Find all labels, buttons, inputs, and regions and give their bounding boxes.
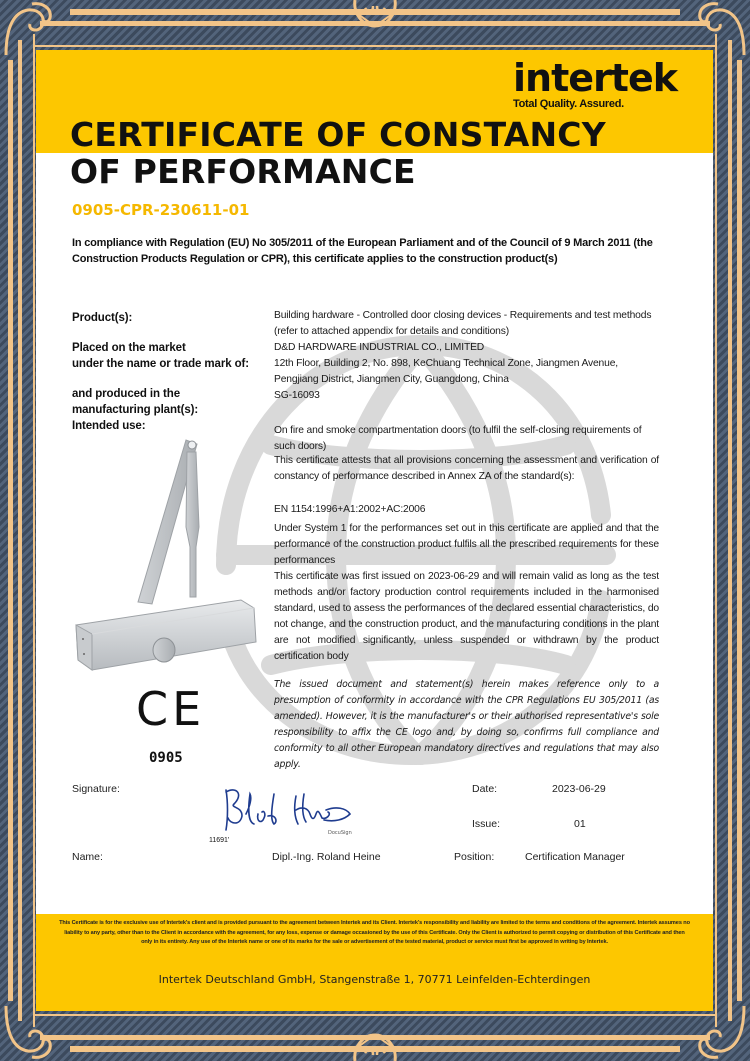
date-label: Date: [472, 783, 498, 795]
certificate-page [36, 50, 713, 1011]
border-line [715, 34, 717, 1027]
notified-body-number: 0905 [149, 750, 183, 766]
border-line [737, 60, 742, 1001]
border-line [18, 40, 22, 1021]
date-value: 2023-06-29 [552, 783, 606, 795]
harmonised-standard: EN 1154:1996+A1:2002+AC:2006 [274, 504, 426, 515]
signature-id: 11691' [209, 837, 230, 844]
border-line [728, 40, 732, 1021]
plant-code: SG-16093 [274, 390, 320, 401]
intended-use-label: Intended use: [72, 420, 146, 432]
issue-value: 01 [574, 818, 586, 830]
manufacturer-name: D&D HARDWARE INDUSTRIAL CO., LIMITED [274, 342, 485, 353]
intended-use-value: On fire and smoke compartmentation doors (to fulfil the self-closing requirements of such doors) [274, 425, 642, 452]
compliance-intro: In compliance with Regulation (EU) No 305/2011 of the European Parliament and of the Council of 9 March 2011 (the Construction Products Regulation or CPR), this certificate applies to the construction product(s) [72, 237, 653, 265]
attestation-text: This certificate attests that all provisions concerning the assessment and verification of constancy of performance described in Annex ZA of the standard(s): [274, 455, 659, 482]
signature-label: Signature: [72, 783, 120, 795]
logo-tagline: Total Quality. Assured. [513, 98, 624, 110]
svg-text:DocuSign: DocuSign [328, 830, 352, 836]
position-value: Certification Manager [525, 851, 625, 863]
manufacturer-address: 12th Floor, Building 2, No. 898, KeChuang Technical Zone, Jiangmen Avenue, Pengjiang District, Jiangmen City, Guangdong, China [274, 358, 619, 385]
position-label: Position: [454, 851, 495, 863]
center-crest-ornament-bottom [345, 1013, 405, 1061]
logo-wordmark: intertek [513, 56, 677, 100]
product-value: Building hardware - Controlled door closing devices - Requirements and test methods (refer to attached appendix for details and conditions) [274, 310, 652, 337]
product-label: Product(s): [72, 312, 133, 324]
certificate-title: CERTIFICATE OF CONSTANCY OF PERFORMANCE [70, 115, 606, 191]
ce-mark-logo: CE [136, 682, 206, 736]
production-plant-label: and produced in the manufacturing plant(s): [72, 388, 199, 416]
issue-label: Issue: [472, 818, 501, 830]
validity-text: This certificate was first issued on 2023-06-29 and will remain valid as long as the test methods and/or factory production control requirements included in the harmonised standard, used to assess the performances of the declared essential characteristics, do not change, and the construction product, and the manufacturing conditions in the plant are not modified significantly, unless suspended or withdrawn by the product certification body [274, 571, 659, 662]
handwritten-signature [216, 784, 366, 836]
placed-on-market-label: Placed on the market under the name or trade mark of: [72, 342, 250, 370]
system-text: Under System 1 for the performances set out in this certificate are applied and that the performance of the construction product fulfils all the prescribed requirements for these performances [274, 523, 659, 566]
footer-band [36, 914, 713, 1011]
signatory-name: Dipl.-Ing. Roland Heine [272, 851, 381, 863]
issuer-address: Intertek Deutschland GmbH, Stangenstraße 1, 70771 Leinfelden-Echterdingen [158, 973, 591, 986]
footer-disclaimer: This Certificate is for the exclusive use of Intertek's client and is provided pursuant to the agreement between Intertek and its Client. Intertek's responsibility and liability are limited to the terms and conditions of the agreement. Intertek assumes no liability to any party, other than to the Client in accordance with the agreement, for any loss, expense or damage occasioned by the use of this Certificate. Only the Client is authorized to permit copying or distribution of this Certificate and then only in its entirety. Any use of the Intertek name or one of its marks for the sale or advertisement of the tested material, product or service must first be approved in writing by Intertek. [59, 920, 690, 945]
center-crest-ornament-top [345, 0, 405, 48]
border-line [33, 34, 35, 1027]
name-label: Name: [72, 851, 103, 863]
border-line [8, 60, 13, 1001]
intertek-logo [513, 58, 677, 110]
certificate-number: 0905-CPR-230611-01 [72, 201, 250, 219]
ce-responsibility-disclaimer: The issued document and statement(s) herein makes reference only to a presumption of conformity in accordance with the CPR Regulations EU 305/2011 (as amended). However, it is the manufacturer's or their authorised representative's sole responsibility to affix the CE logo and, by doing so, confirms full compliance and conformity to all other European mandatory directives and regulations that may also apply. [274, 679, 659, 770]
door-closer-product-image [56, 432, 271, 677]
